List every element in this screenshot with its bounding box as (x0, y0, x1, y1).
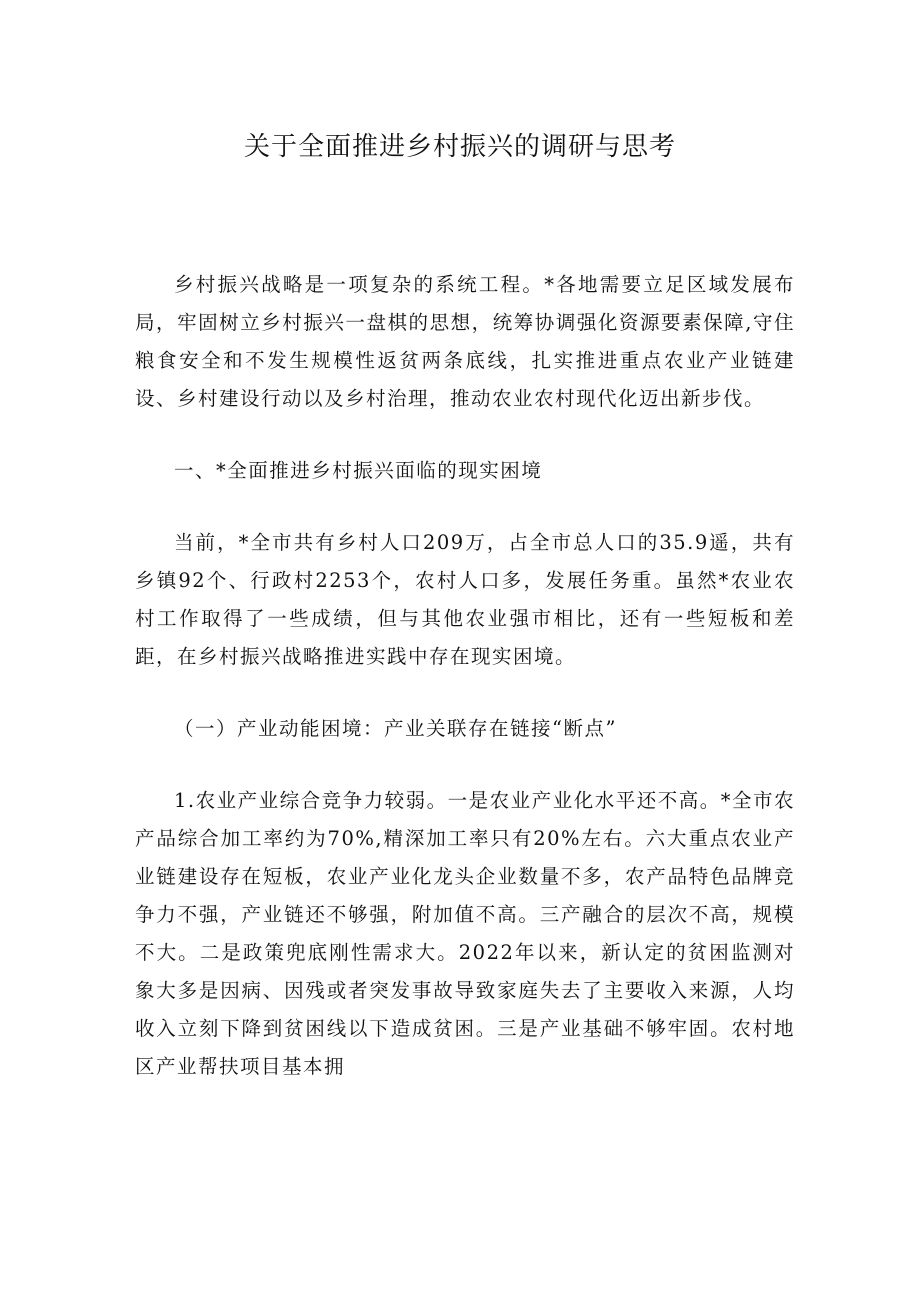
intro-paragraph: 乡村振兴战略是一项复杂的系统工程。*各地需要立足区域发展布局，牢固树立乡村振兴一盘棋的思想，统筹协调强化资源要素保障,守住粮食安全和不发生规模性返贫两条底线，扎实推进重点农业产业链建设、乡村建设行动以及乡村治理，推动农业农村现代化迈出新步伐。 (135, 273, 795, 410)
document-title: 关于全面推进乡村振兴的调研与思考 (243, 132, 676, 162)
section-paragraph: 当前，*全市共有乡村人口209万，占全市总人口的35.9遥，共有乡镇92个、行政村2253个，农村人口多，发展任务重。虽然*农业农村工作取得了一些成绩，但与其他农业强市相比，还有一些短板和差距，在乡村振兴战略推进实践中存在现实困境。 (135, 531, 795, 668)
subsection-heading: （一）产业动能困境：产业关联存在链接“断点” (174, 717, 617, 740)
document-body (135, 266, 795, 1086)
section-heading: 一、*全面推进乡村振兴面临的现实困境 (174, 459, 543, 482)
point-paragraph: 1.农业产业综合竞争力较弱。一是农业产业化水平还不高。*全市农产品综合加工率约为70%,精深加工率只有20%左右。六大重点农业产业链建设存在短板，农业产业化龙头企业数量不多，农产品特色品牌竞争力不强，产业链还不够强，附加值不高。三产融合的层次不高，规模不大。二是政策兜底刚性需求大。2022年以来，新认定的贫困监测对象大多是因病、因残或者突发事故导致家庭失去了主要收入来源，人均收入立刻下降到贫困线以下造成贫困。三是产业基础不够牢固。农村地区产业帮扶项目基本拥 (135, 789, 795, 1078)
